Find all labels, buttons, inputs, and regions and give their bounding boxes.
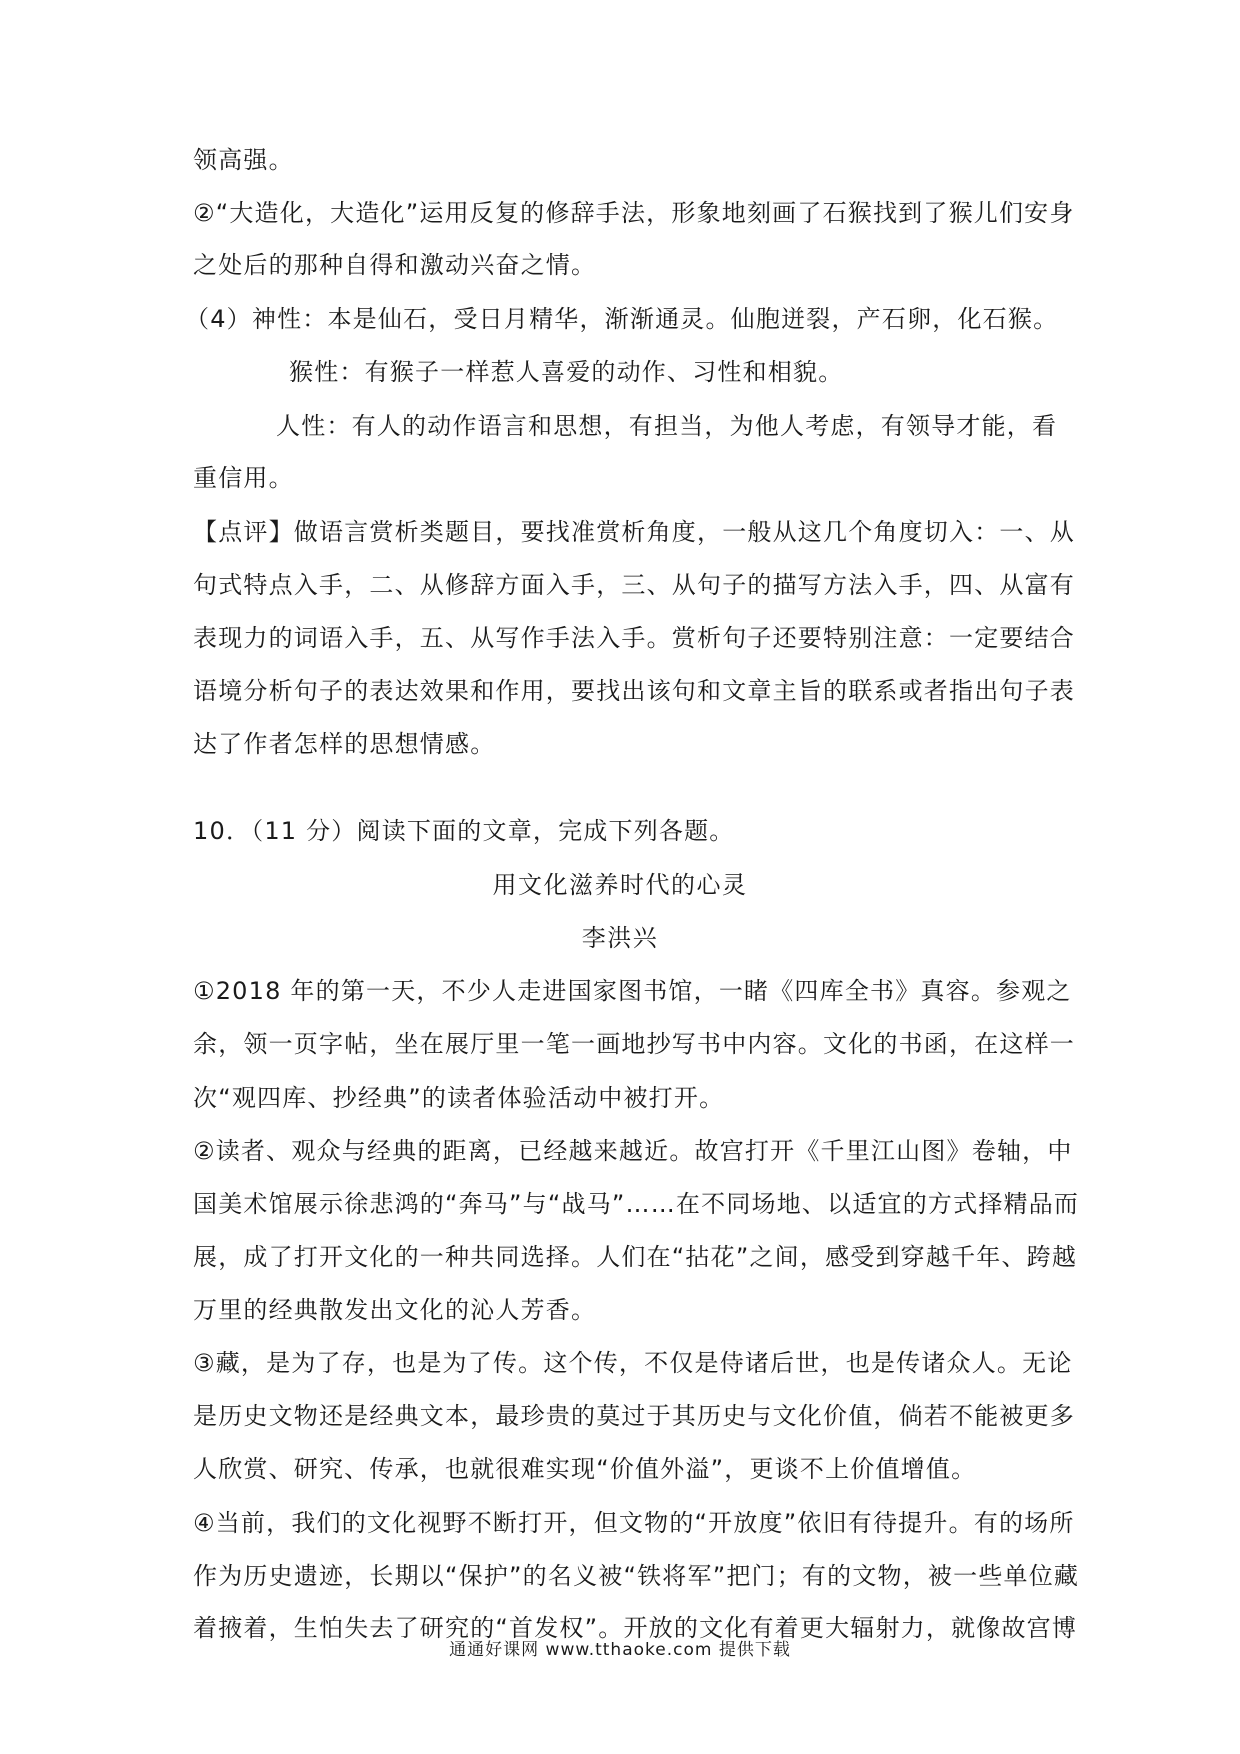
text-line: 重信用。: [193, 464, 294, 492]
article-line: 作为历史遗迹，长期以“保护”的名义被“铁将军”把门；有的文物，被一些单位藏: [193, 1562, 1080, 1590]
article-line: 万里的经典散发出文化的沁人芳香。: [193, 1296, 597, 1324]
article-line: 余，领一页字帖，坐在展厅里一笔一画地抄写书中内容。文化的书函，在这样一: [193, 1030, 1075, 1058]
page-footer: 通通好课网 www.tthaoke.com 提供下载: [449, 1640, 791, 1660]
article-line: 次“观四库、抄经典”的读者体验活动中被打开。: [193, 1084, 725, 1112]
article-title: 用文化滋养时代的心灵: [492, 871, 748, 899]
article-line: 展，成了打开文化的一种共同选择。人们在“拈花”之间，感受到穿越千年、跨越: [193, 1243, 1078, 1271]
text-line: 领高强。: [193, 146, 294, 174]
text-line: 人性：有人的动作语言和思想，有担当，为他人考虑，有领导才能，看: [276, 412, 1058, 440]
article-author: 李洪兴: [581, 924, 659, 952]
text-line: 之处后的那种自得和激动兴奋之情。: [193, 251, 597, 279]
article-line: ③藏，是为了存，也是为了传。这个传，不仅是侍诸后世，也是传诸众人。无论: [193, 1349, 1073, 1377]
comment-line: 句式特点入手，二、从修辞方面入手，三、从句子的描写方法入手，四、从富有: [193, 571, 1075, 599]
comment-line: 表现力的词语入手，五、从写作手法入手。赏析句子还要特别注意：一定要结合: [193, 624, 1075, 652]
comment-line: 【点评】做语言赏析类题目，要找准赏析角度，一般从这几个角度切入：一、从: [193, 518, 1075, 546]
text-line: ②“大造化，大造化”运用反复的修辞手法，形象地刻画了石猴找到了猴儿们安身: [193, 199, 1075, 227]
comment-line: 达了作者怎样的思想情感。: [193, 730, 496, 758]
article-line: 人欣赏、研究、传承，也就很难实现“价值外溢”，更谈不上价值增值。: [193, 1455, 977, 1483]
article-line: 国美术馆展示徐悲鸿的“奔马”与“战马”……在不同场地、以适宜的方式择精品而: [193, 1190, 1080, 1218]
article-line: 着掖着，生怕失去了研究的“首发权”。开放的文化有着更大辐射力，就像故宫博: [193, 1614, 1078, 1642]
article-line: ②读者、观众与经典的距离，已经越来越近。故宫打开《千里江山图》卷轴，中: [193, 1137, 1073, 1165]
text-line: 猴性：有猴子一样惹人喜爱的动作、习性和相貌。: [289, 358, 844, 386]
text-line: （4）神性：本是仙石，受日月精华，渐渐通灵。仙胞迸裂，产石卵，化石猴。: [185, 305, 1059, 333]
article-line: 是历史文物还是经典文本，最珍贵的莫过于其历史与文化价值，倘若不能被更多: [193, 1402, 1075, 1430]
article-line: ④当前，我们的文化视野不断打开，但文物的“开放度”依旧有待提升。有的场所: [193, 1509, 1075, 1537]
comment-line: 语境分析句子的表达效果和作用，要找出该句和文章主旨的联系或者指出句子表: [193, 677, 1075, 705]
article-line: ①2018 年的第一天，不少人走进国家图书馆，一睹《四库全书》真容。参观之: [193, 977, 1072, 1005]
question-header: 10．（11 分）阅读下面的文章，完成下列各题。: [193, 817, 735, 845]
